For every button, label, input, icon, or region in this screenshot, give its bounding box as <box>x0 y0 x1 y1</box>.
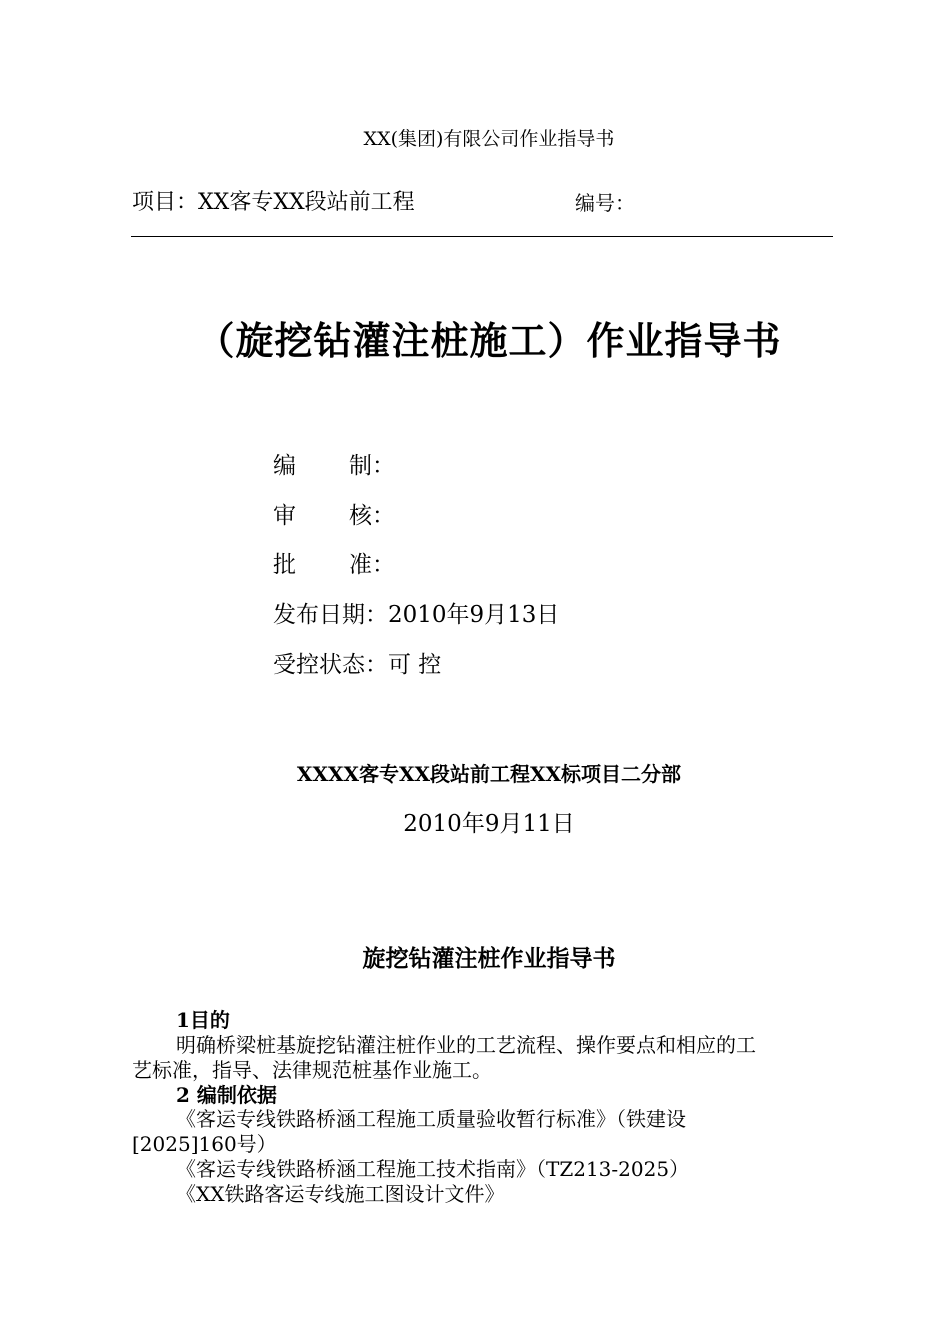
compiled-label-2: 制： <box>349 453 395 479</box>
compiled-label-1: 编 <box>273 453 296 479</box>
reviewed-label-2: 核： <box>349 503 395 529</box>
section1-heading: 1目的 <box>176 1008 230 1032</box>
reviewed-label-1: 审 <box>273 503 296 529</box>
issue-date: 2010年9月11日 <box>403 811 575 837</box>
reference-1-line2: [2025]160号） <box>132 1132 277 1156</box>
reference-2: 《客运专线铁路桥涵工程施工技术指南》（TZ213-2025） <box>176 1157 690 1181</box>
project-label: 项目：XX客专XX段站前工程 <box>132 190 415 215</box>
header-rule <box>131 236 833 237</box>
document-title: 旋挖钻灌注桩作业指导书 <box>362 945 616 972</box>
main-title: （旋挖钻灌注桩施工）作业指导书 <box>196 318 782 363</box>
approved-label-2: 准： <box>349 552 395 578</box>
section1-line2: 艺标准，指导、法律规范桩基作业施工。 <box>132 1058 492 1082</box>
approved-label-1: 批 <box>273 552 296 578</box>
organization: XXXX客专XX段站前工程XX标项目二分部 <box>296 762 682 786</box>
compiled-by-row <box>273 447 395 480</box>
release-date: 发布日期：2010年9月13日 <box>273 602 560 628</box>
section1-line1: 明确桥梁桩基旋挖钻灌注桩作业的工艺流程、操作要点和相应的工 <box>176 1033 756 1057</box>
company-header: XX(集团)有限公司作业指导书 <box>363 128 615 150</box>
reference-1-line1: 《客运专线铁路桥涵工程施工质量验收暂行标准》（铁建设 <box>176 1107 686 1131</box>
reviewed-by-row <box>273 497 395 530</box>
control-status: 受控状态：可 控 <box>273 652 442 678</box>
reference-3: 《XX铁路客运专线施工图设计文件》 <box>176 1182 505 1206</box>
section2-heading: 2 编制依据 <box>176 1083 277 1107</box>
approved-by-row <box>273 546 395 579</box>
number-label: 编号： <box>575 191 635 215</box>
